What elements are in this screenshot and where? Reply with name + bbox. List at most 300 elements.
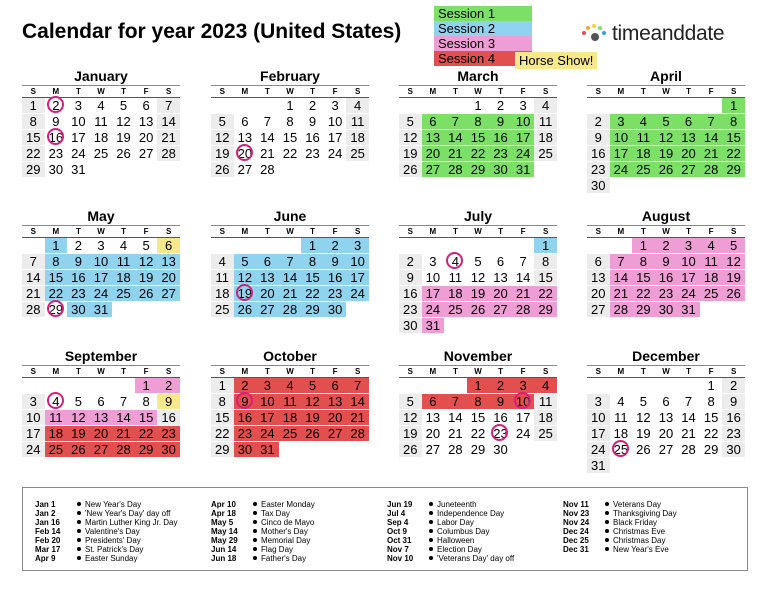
day-cell: 15	[211, 410, 234, 425]
day-cell: 16	[157, 410, 180, 425]
empty-cell	[700, 98, 723, 113]
day-cell: 20	[425, 426, 441, 441]
day-cell: 18	[444, 286, 467, 301]
weekday-letter: S	[595, 87, 601, 96]
bullet-icon	[605, 511, 609, 515]
day-cell: 13	[425, 410, 441, 425]
weekday-letter: S	[354, 227, 361, 236]
day-cell: 7	[519, 254, 527, 269]
bullet-icon	[77, 511, 81, 515]
day-cell: 6	[662, 394, 670, 409]
bullet-icon	[429, 547, 433, 551]
empty-cell	[67, 378, 90, 393]
day-cell: 19	[234, 286, 257, 301]
holiday-date: Mar 17	[35, 545, 61, 554]
day-cell: 16	[399, 286, 422, 301]
weekday-header	[211, 86, 369, 98]
day-cell: 15	[467, 130, 490, 145]
day-cell: 3	[519, 98, 527, 113]
day-cell: 1	[474, 98, 482, 113]
holiday-item	[35, 545, 177, 554]
holiday-name: Juneteenth	[437, 500, 477, 509]
day-cell: 10	[22, 410, 45, 425]
day-cell: 4	[534, 98, 557, 113]
day-cell: 9	[234, 394, 257, 409]
day-cell: 1	[135, 378, 158, 393]
day-cell: 31	[422, 318, 445, 333]
day-cell: 11	[614, 410, 628, 425]
day-cell: 14	[448, 410, 463, 425]
day-cell: 14	[260, 130, 275, 145]
weekday-letter: S	[542, 87, 549, 96]
day-cell: 16	[67, 270, 90, 285]
day-cell: 19	[67, 426, 90, 441]
weekday-letter: W	[97, 367, 105, 376]
month-november	[399, 348, 557, 458]
holiday-name: St. Patrick's Day	[85, 545, 144, 554]
bullet-icon	[429, 556, 433, 560]
empty-cell	[399, 378, 422, 393]
day-cell: 6	[256, 254, 279, 269]
day-cell: 13	[157, 254, 180, 269]
day-cell: 16	[493, 410, 508, 425]
weekday-letter: S	[730, 227, 737, 236]
day-cell: 21	[112, 426, 135, 441]
day-cell: 26	[636, 442, 651, 457]
day-cell: 18	[534, 130, 557, 145]
day-cell: 8	[467, 394, 490, 409]
day-cell: 24	[587, 442, 610, 457]
day-cell: 27	[658, 442, 674, 457]
day-cell: 19	[655, 146, 678, 161]
holiday-item	[563, 545, 677, 554]
day-cell: 29	[722, 162, 745, 177]
day-cell: 22	[22, 146, 45, 161]
empty-cell	[610, 238, 633, 253]
holiday-name: New Year's Eve	[613, 545, 669, 554]
day-cell: 8	[534, 254, 557, 269]
weekday-letter: M	[617, 367, 625, 376]
day-cell: 31	[677, 302, 700, 317]
day-cell: 18	[632, 146, 655, 161]
holiday-date: Nov 10	[387, 554, 414, 563]
day-cell: 23	[324, 286, 347, 301]
weekday-letter: W	[474, 87, 482, 96]
day-cell: 30	[493, 442, 508, 457]
day-cell: 31	[587, 458, 610, 473]
bullet-icon	[77, 547, 81, 551]
holiday-date: Oct 9	[387, 527, 408, 536]
day-cell: 9	[324, 254, 347, 269]
empty-cell	[256, 238, 279, 253]
empty-cell	[587, 238, 610, 253]
holiday-date: Nov 7	[387, 545, 409, 554]
day-cell: 28	[260, 162, 275, 177]
week-row	[399, 114, 557, 130]
empty-cell	[632, 98, 655, 113]
holiday-list	[22, 487, 748, 571]
day-cell: 6	[422, 114, 445, 129]
weekday-letter: W	[97, 227, 105, 236]
weekday-letter: S	[407, 227, 413, 236]
empty-cell	[422, 238, 445, 253]
weekday-letter: S	[354, 367, 361, 376]
day-cell: 17	[346, 270, 369, 285]
weekday-header	[22, 86, 180, 98]
day-cell: 4	[97, 98, 105, 113]
empty-cell	[512, 238, 535, 253]
day-cell: 27	[90, 442, 113, 457]
week-row	[399, 162, 557, 178]
day-cell: 30	[587, 178, 610, 193]
day-cell: 17	[22, 426, 45, 441]
week-row	[587, 178, 745, 194]
holiday-item	[387, 554, 514, 563]
day-cell: 18	[93, 130, 109, 145]
day-cell: 27	[157, 286, 180, 301]
day-cell: 7	[444, 114, 467, 129]
day-cell: 13	[138, 114, 154, 129]
day-cell: 7	[610, 254, 633, 269]
empty-cell	[211, 238, 234, 253]
day-cell: 9	[308, 114, 317, 129]
day-cell: 9	[722, 394, 745, 409]
bullet-icon	[605, 538, 609, 542]
day-cell: 18	[700, 270, 723, 285]
day-cell: 14	[22, 270, 45, 285]
day-cell: 2	[157, 378, 180, 393]
day-cell: 5	[301, 378, 324, 393]
day-cell: 22	[135, 426, 158, 441]
day-cell: 7	[700, 114, 723, 129]
week-row	[587, 410, 745, 426]
bullet-icon	[77, 529, 81, 533]
day-cell: 18	[534, 410, 557, 425]
empty-cell	[22, 378, 45, 393]
holiday-name: Christmas Day	[613, 536, 666, 545]
empty-cell	[610, 458, 633, 473]
empty-cell	[301, 442, 324, 457]
day-cell: 20	[256, 286, 279, 301]
holiday-item	[387, 509, 514, 518]
empty-cell	[467, 318, 490, 333]
week-row	[22, 426, 180, 442]
holiday-column	[563, 500, 677, 554]
weekday-letter: S	[407, 87, 413, 96]
week-row	[22, 238, 180, 254]
week-row	[22, 130, 180, 146]
day-cell: 12	[636, 410, 651, 425]
week-row	[22, 254, 180, 270]
empty-cell	[234, 238, 257, 253]
day-cell: 29	[45, 302, 68, 317]
week-row	[399, 98, 557, 114]
weekday-letter: T	[264, 87, 270, 96]
day-cell: 19	[211, 146, 234, 161]
day-cell: 5	[399, 394, 422, 409]
day-cell: 21	[260, 146, 275, 161]
day-cell: 12	[399, 130, 422, 145]
holiday-name: Cinco de Mayo	[261, 518, 315, 527]
day-cell: 12	[399, 410, 422, 425]
empty-cell	[655, 378, 678, 393]
holiday-name: Mother's Day	[261, 527, 308, 536]
day-cell: 27	[489, 302, 512, 317]
day-cell: 21	[700, 146, 723, 161]
day-cell: 1	[45, 238, 68, 253]
day-cell: 11	[112, 254, 135, 269]
day-cell: 3	[610, 114, 633, 129]
day-cell: 19	[301, 410, 324, 425]
day-cell: 25	[45, 442, 68, 457]
day-cell: 21	[610, 286, 633, 301]
day-cell: 18	[211, 286, 234, 301]
day-cell: 28	[346, 426, 369, 441]
day-cell: 30	[399, 318, 422, 333]
weekday-letter: M	[429, 227, 437, 236]
holiday-item	[35, 500, 177, 509]
day-cell: 10	[71, 114, 86, 129]
legend-session-1: Session 1	[434, 6, 532, 21]
day-cell: 1	[467, 378, 490, 393]
week-row	[399, 394, 557, 410]
legend-session-3: Session 3	[434, 36, 532, 51]
day-cell: 20	[422, 146, 445, 161]
day-cell: 13	[677, 130, 700, 145]
week-row	[211, 238, 369, 254]
day-cell: 29	[632, 302, 655, 317]
empty-cell	[112, 378, 135, 393]
holiday-date: Oct 31	[387, 536, 412, 545]
legend-session-4: Session 4	[434, 51, 532, 66]
month-july	[399, 208, 557, 334]
weekday-letter: W	[474, 227, 482, 236]
weekday-letter: T	[75, 367, 81, 376]
day-cell: 17	[610, 146, 633, 161]
day-cell: 8	[707, 394, 715, 409]
day-cell: 11	[45, 410, 68, 425]
week-row	[587, 378, 745, 394]
day-cell: 8	[632, 254, 655, 269]
day-cell: 28	[700, 162, 723, 177]
day-cell: 7	[157, 98, 180, 113]
day-cell: 15	[22, 130, 45, 145]
month-september	[22, 348, 180, 458]
day-cell: 8	[22, 114, 45, 129]
day-cell: 4	[632, 114, 655, 129]
holiday-item	[563, 500, 677, 509]
holiday-date: Feb 20	[35, 536, 61, 545]
weekday-letter: F	[143, 227, 149, 236]
empty-cell	[45, 378, 68, 393]
week-row	[399, 254, 557, 270]
weekday-header	[211, 366, 369, 378]
day-cell: 7	[279, 254, 302, 269]
day-cell: 4	[700, 238, 723, 253]
holiday-item	[563, 536, 677, 545]
weekday-letter: W	[662, 367, 670, 376]
day-cell: 4	[617, 394, 625, 409]
day-cell: 20	[324, 410, 347, 425]
day-cell: 1	[286, 98, 294, 113]
day-cell: 27	[138, 146, 154, 161]
day-cell: 2	[324, 238, 347, 253]
weekday-letter: T	[452, 367, 458, 376]
empty-cell	[444, 238, 467, 253]
empty-cell	[700, 178, 723, 193]
holiday-item	[211, 500, 315, 509]
weekday-letter: M	[52, 367, 60, 376]
weekday-letter: F	[520, 87, 526, 96]
day-cell: 14	[681, 410, 696, 425]
day-cell: 25	[211, 302, 234, 317]
horse-show-label: Horse Show!	[515, 52, 597, 69]
day-cell: 20	[489, 286, 512, 301]
holiday-date: Dec 24	[563, 527, 589, 536]
day-cell: 24	[256, 426, 279, 441]
weekday-letter: S	[407, 367, 413, 376]
day-cell: 2	[722, 378, 745, 393]
day-cell: 29	[470, 442, 486, 457]
holiday-name: Martin Luther King Jr. Day	[85, 518, 178, 527]
day-cell: 10	[327, 114, 343, 129]
day-cell: 22	[534, 286, 557, 301]
week-row	[211, 378, 369, 394]
day-cell: 21	[681, 426, 696, 441]
month-name: November	[443, 348, 513, 364]
day-cell: 14	[515, 270, 531, 285]
empty-cell	[722, 302, 745, 317]
holiday-column	[387, 500, 514, 563]
day-cell: 15	[722, 130, 745, 145]
weekday-letter: F	[332, 87, 338, 96]
holiday-date: Jan 1	[35, 500, 56, 509]
empty-cell	[211, 98, 234, 113]
brand-logo[interactable]	[582, 22, 724, 46]
day-cell: 11	[346, 114, 369, 129]
day-cell: 5	[639, 394, 648, 409]
day-cell: 11	[534, 114, 557, 129]
bullet-icon	[429, 502, 433, 506]
day-cell: 24	[512, 146, 535, 161]
day-cell: 31	[512, 162, 535, 177]
weekday-letter: M	[241, 367, 249, 376]
holiday-name: Easter Sunday	[85, 554, 138, 563]
holiday-item	[387, 500, 514, 509]
week-row	[22, 146, 180, 162]
holiday-date: May 29	[211, 536, 238, 545]
holiday-date: Jan 2	[35, 509, 56, 518]
week-row	[211, 302, 369, 318]
day-cell: 12	[655, 130, 678, 145]
weekday-letter: F	[708, 227, 714, 236]
day-cell: 23	[489, 146, 512, 161]
weekday-letter: S	[165, 87, 172, 96]
weekday-letter: S	[30, 227, 36, 236]
weekday-letter: T	[452, 87, 458, 96]
week-row	[587, 270, 745, 286]
day-cell: 25	[93, 146, 109, 161]
day-cell: 12	[722, 254, 745, 269]
day-cell: 16	[234, 410, 257, 425]
weekday-header	[399, 226, 557, 238]
empty-cell	[444, 98, 467, 113]
day-cell: 23	[305, 146, 320, 161]
day-cell: 9	[52, 114, 60, 129]
day-cell: 1	[707, 378, 715, 393]
day-cell: 21	[157, 130, 180, 145]
day-cell: 14	[157, 114, 180, 129]
empty-cell	[534, 162, 557, 177]
day-cell: 9	[399, 270, 422, 285]
day-cell: 5	[74, 394, 83, 409]
holiday-item	[211, 527, 315, 536]
week-row	[587, 162, 745, 178]
week-row	[211, 394, 369, 410]
day-cell: 7	[22, 254, 45, 269]
week-row	[587, 130, 745, 146]
day-cell: 20	[587, 286, 610, 301]
bullet-icon	[605, 547, 609, 551]
week-row	[587, 394, 745, 410]
empty-cell	[489, 238, 512, 253]
weekday-letter: M	[52, 87, 60, 96]
week-row	[211, 130, 369, 146]
day-cell: 25	[534, 426, 557, 441]
empty-cell	[677, 178, 700, 193]
holiday-item	[387, 527, 514, 536]
day-cell: 21	[512, 286, 535, 301]
day-cell: 14	[112, 410, 135, 425]
day-cell: 16	[324, 270, 347, 285]
empty-cell	[677, 378, 700, 393]
day-cell: 28	[157, 146, 180, 161]
empty-cell	[157, 162, 180, 177]
weekday-letter: F	[143, 87, 149, 96]
day-cell: 2	[234, 378, 257, 393]
day-cell: 31	[71, 162, 86, 177]
day-cell: 6	[677, 114, 700, 129]
day-cell: 6	[422, 394, 445, 409]
day-cell: 19	[467, 286, 490, 301]
day-cell: 7	[684, 394, 693, 409]
day-cell: 23	[67, 286, 90, 301]
empty-cell	[346, 302, 369, 317]
empty-cell	[677, 98, 700, 113]
sunburst-icon	[582, 24, 608, 42]
day-cell: 10	[256, 394, 279, 409]
weekday-header	[587, 366, 745, 378]
week-row	[22, 270, 180, 286]
bullet-icon	[253, 538, 257, 542]
day-cell: 13	[493, 270, 508, 285]
holiday-date: Jun 19	[387, 500, 413, 509]
day-cell: 26	[211, 162, 234, 177]
month-october	[211, 348, 369, 458]
day-cell: 10	[512, 114, 535, 129]
holiday-item	[563, 527, 677, 536]
day-cell: 12	[211, 130, 234, 145]
holiday-date: Apr 10	[211, 500, 236, 509]
weekday-letter: T	[310, 367, 315, 376]
weekday-letter: W	[474, 367, 482, 376]
holiday-item	[211, 545, 315, 554]
holiday-item	[35, 554, 177, 563]
week-row	[211, 286, 369, 302]
empty-cell	[279, 442, 302, 457]
weekday-letter: S	[219, 227, 225, 236]
week-row	[399, 146, 557, 162]
